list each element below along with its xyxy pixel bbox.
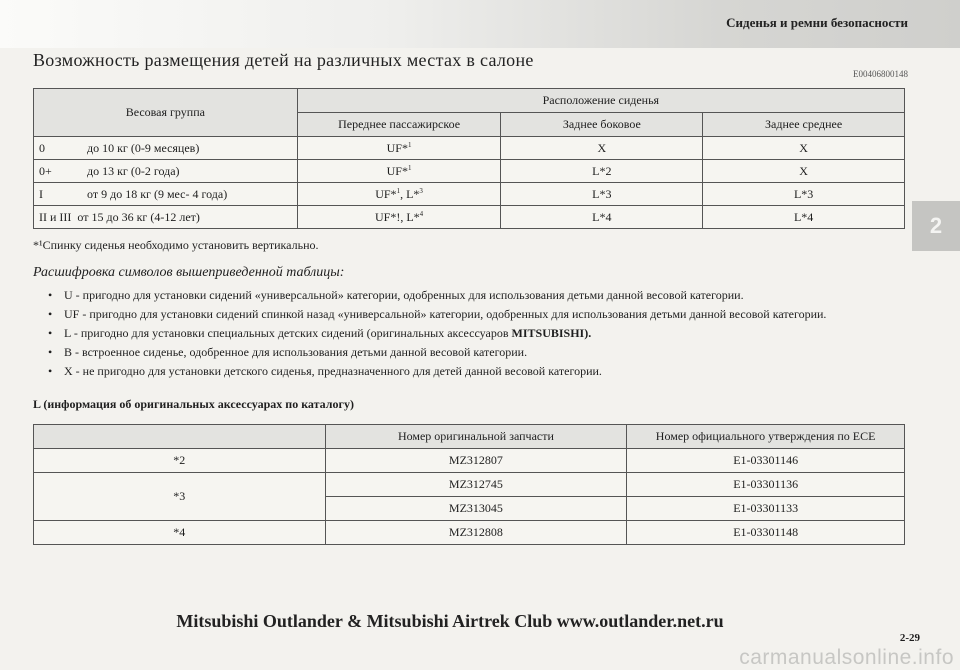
front-extra-sup: 3 bbox=[419, 186, 423, 195]
rear-center-cell: X bbox=[703, 160, 905, 183]
column-header: Заднее среднее bbox=[703, 113, 905, 137]
table-row bbox=[34, 183, 905, 206]
seat-placement-table bbox=[33, 88, 905, 229]
approval-cell: E1-03301146 bbox=[627, 449, 905, 473]
ref-cell: *2 bbox=[34, 449, 326, 473]
page-number: 2-29 bbox=[899, 632, 920, 644]
doc-code: E00406800148 bbox=[853, 69, 908, 79]
approval-cell: E1-03301136 bbox=[627, 473, 905, 497]
front-value: UF* bbox=[386, 163, 408, 178]
front-value: UF*!, L* bbox=[374, 209, 420, 224]
weight-group-cell bbox=[34, 160, 298, 183]
weight-group-header: Весовая группа bbox=[34, 89, 298, 137]
legend-bold: MITSUBISHI). bbox=[511, 326, 592, 340]
legend-title: Расшифровка символов вышеприведенной таблицы: bbox=[33, 265, 345, 280]
weight-group-cell bbox=[34, 206, 298, 229]
group-weight: от 9 до 18 кг (9 мес- 4 года) bbox=[87, 186, 228, 201]
table-row bbox=[34, 521, 905, 545]
table-row bbox=[34, 137, 905, 160]
approval-cell: E1-03301133 bbox=[627, 497, 905, 521]
front-sup: 1 bbox=[396, 186, 401, 195]
front-seat-cell bbox=[297, 137, 501, 160]
accessory-parts-table bbox=[33, 424, 905, 545]
rear-side-cell: X bbox=[501, 137, 703, 160]
legend-item bbox=[48, 287, 898, 304]
footnote: *¹Спинку сиденья необходимо установить вертикально. bbox=[33, 238, 319, 252]
watermark: carmanualsonline.info bbox=[739, 646, 954, 669]
front-sup: 4 bbox=[419, 209, 424, 218]
table-row bbox=[34, 449, 905, 473]
group-code: I bbox=[39, 186, 43, 201]
rear-side-cell: L*2 bbox=[501, 160, 703, 183]
legend-text: B - встроенное сиденье, одобренное для использования детьми данной весовой категории. bbox=[64, 345, 528, 359]
front-sup: 1 bbox=[407, 140, 412, 149]
approval-header: Номер официального утверждения по ECE bbox=[627, 425, 905, 449]
ref-cell: *3 bbox=[34, 473, 326, 521]
table-row bbox=[34, 160, 905, 183]
rear-side-cell: L*4 bbox=[501, 206, 703, 229]
front-value: UF* bbox=[386, 140, 408, 155]
legend-item bbox=[48, 363, 898, 380]
part-number-cell: MZ312807 bbox=[325, 449, 627, 473]
approval-cell: E1-03301148 bbox=[627, 521, 905, 545]
ref-cell: *4 bbox=[34, 521, 326, 545]
legend-item bbox=[48, 306, 898, 323]
part-number-cell: MZ312808 bbox=[325, 521, 627, 545]
section-title: Сиденья и ремни безопасности bbox=[726, 15, 908, 30]
group-weight: до 13 кг (0-2 года) bbox=[87, 163, 180, 178]
blank-header-cell bbox=[34, 425, 326, 449]
legend-item bbox=[48, 344, 898, 361]
part-number-cell: MZ312745 bbox=[325, 473, 627, 497]
part-number-header: Номер оригинальной запчасти bbox=[325, 425, 627, 449]
rear-side-cell: L*3 bbox=[501, 183, 703, 206]
front-seat-cell bbox=[297, 160, 501, 183]
table-row bbox=[34, 206, 905, 229]
legend-text: L - пригодно для установки специальных детских сидений (оригинальных аксессуаров bbox=[64, 326, 512, 340]
seat-location-header: Расположение сиденья bbox=[297, 89, 904, 113]
group-code: 0+ bbox=[39, 163, 52, 178]
club-footer: Mitsubishi Outlander & Mitsubishi Airtrek Club www.outlander.net.ru bbox=[176, 611, 724, 631]
rear-center-cell: L*3 bbox=[703, 183, 905, 206]
front-seat-cell bbox=[297, 206, 501, 229]
weight-group-cell bbox=[34, 137, 298, 160]
weight-group-cell bbox=[34, 183, 298, 206]
legend-text: UF - пригодно для установки сидений спинкой назад «универсальной» категории, одобренных для использования детьми данной весовой категории. bbox=[64, 307, 827, 321]
front-seat-cell bbox=[297, 183, 501, 206]
legend-item bbox=[48, 325, 898, 342]
chapter-tab: 2 bbox=[912, 201, 960, 251]
table-row bbox=[34, 473, 905, 497]
front-extra: , L* bbox=[400, 186, 420, 201]
column-header: Переднее пассажирское bbox=[297, 113, 501, 137]
page-title: Возможность размещения детей на различных местах в салоне bbox=[33, 50, 534, 70]
group-code: 0 bbox=[39, 140, 45, 155]
group-weight: от 15 до 36 кг (4-12 лет) bbox=[77, 209, 200, 224]
front-value: UF* bbox=[375, 186, 397, 201]
rear-center-cell: X bbox=[703, 137, 905, 160]
group-weight: до 10 кг (0-9 месяцев) bbox=[87, 140, 200, 155]
front-sup: 1 bbox=[407, 163, 412, 172]
legend-text: U - пригодно для установки сидений «универсальной» категории, одобренных для использования детьми данной весовой категории. bbox=[64, 288, 744, 302]
column-header: Заднее боковое bbox=[501, 113, 703, 137]
rear-center-cell: L*4 bbox=[703, 206, 905, 229]
accessory-note: L (информация об оригинальных аксессуарах по каталогу) bbox=[33, 397, 354, 411]
group-code: II и III bbox=[39, 209, 72, 224]
legend-list bbox=[48, 287, 898, 382]
part-number-cell: MZ313045 bbox=[325, 497, 627, 521]
legend-text: X - не пригодно для установки детского сиденья, предназначенного для детей данной весовой категории. bbox=[64, 364, 602, 378]
